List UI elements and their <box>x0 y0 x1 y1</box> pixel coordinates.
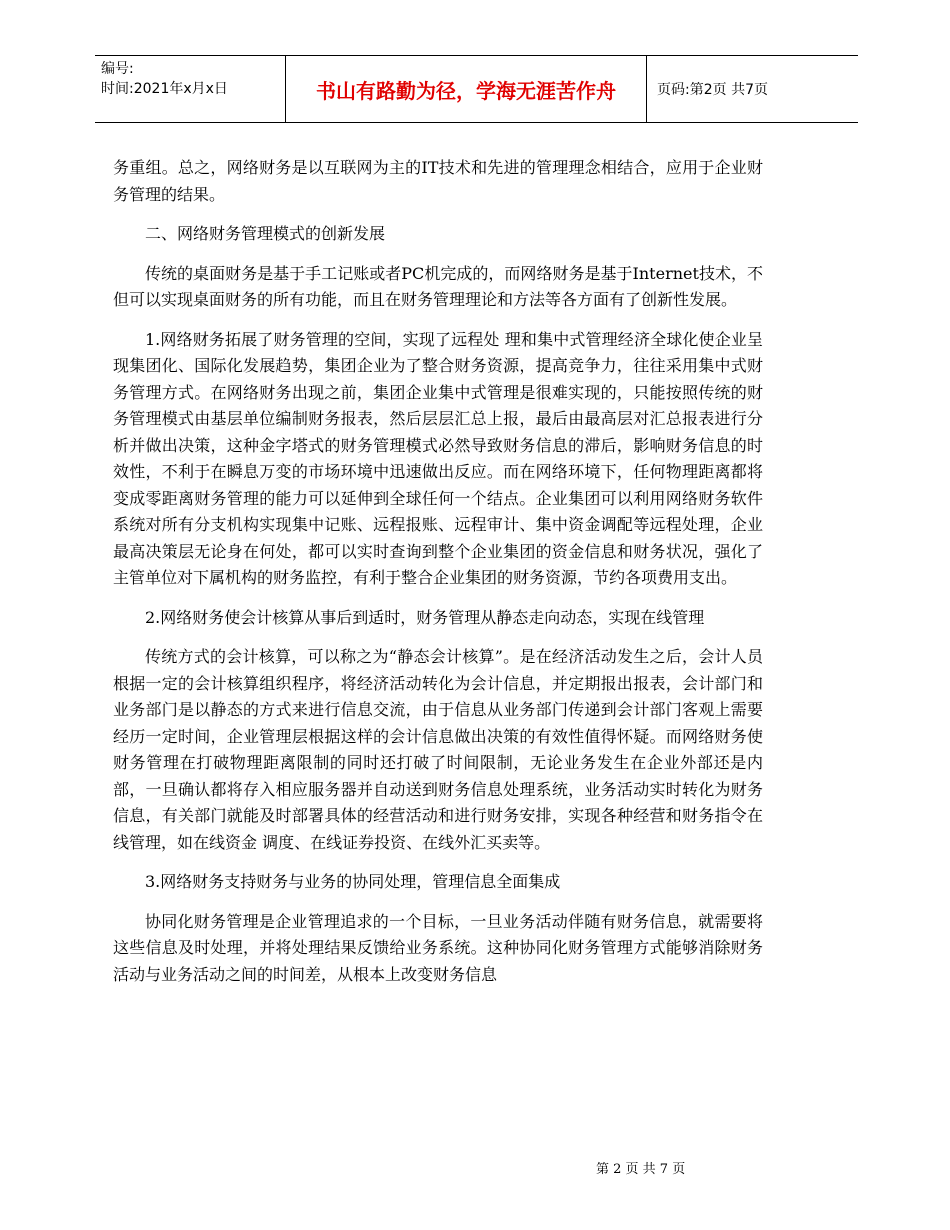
document-time: 时间:2021年x月x日 <box>101 81 228 97</box>
header-meta <box>101 59 228 99</box>
paragraph: 传统的桌面财务是基于手工记账或者PC机完成的，而网络财务是基于Internet技术，不但可以实现桌面财务的所有功能，而且在财务管理理论和方法等各方面有了创新性发展。 <box>113 263 763 309</box>
footer-page-number: 第 2 页 共 7 页 <box>596 1162 686 1177</box>
paragraph: 务重组。总之，网络财务是以互联网为主的IT技术和先进的管理理念相结合，应用于企业财务管理的结果。 <box>113 158 763 204</box>
subheading: 3.网络财务支持财务与业务的协同处理，管理信息全面集成 <box>145 872 561 891</box>
paragraph: 传统方式的会计核算，可以称之为“静态会计核算”。是在经济活动发生之后，会计人员根据一定的会计核算组织程序，将经济活动转化为会计信息，并定期报出报表，会计部门和业务部门是以静态的方式来进行信息交流，由于信息从业务部门传递到会计部门客观上需要经历一定时间，企业管理层根据这样的会计信息做出决策的有效性值得怀疑。而网络财务使财务管理在打破物理距离限制的同时还打破了时间限制，无论业务发生在企业外部还是内部，一旦确认都将存入相应服务器并自动送到财务信息处理系统，业务活动实时转化为财务信息，有关部门就能及时部署具体的经营活动和进行财务安排，实现各种经营和财务指令在线管理，如在线资金 调度、在线证券投资、在线外汇买卖等。 <box>113 647 763 852</box>
paragraph: 协同化财务管理是企业管理追求的一个目标，一旦业务活动伴随有财务信息，就需要将这些信息及时处理，并将处理结果反馈给业务系统。这种协同化财务管理方式能够消除财务活动与业务活动之间的时间差，从根本上改变财务信息 <box>113 911 763 984</box>
paragraph: 1.网络财务拓展了财务管理的空间，实现了远程处 理和集中式管理经济全球化使企业呈现集团化、国际化发展趋势，集团企业为了整合财务资源，提高竞争力，往往采用集中式财务管理方式。在网络财务出现之前，集团企业集中式管理是很难实现的，只能按照传统的财务管理模式由基层单位编制财务报表，然后层层汇总上报，最后由最高层对汇总报表进行分析并做出决策，这种金字塔式的财务管理模式必然导致财务信息的滞后，影响财务信息的时效性，不利于在瞬息万变的市场环境中迅速做出反应。而在网络环境下，任何物理距离都将变成零距离财务管理的能力可以延伸到全球任何一个结点。企业集团可以利用网络财务软件系统对所有分支机构实现集中记账、远程报账、远程审计、集中资金调配等远程处理，企业最高决策层无论身在何处，都可以实时查询到整个企业集团的资金信息和财务状况，强化了主管单位对下属机构的财务监控，有利于整合企业集团的财务资源，节约各项费用支出。 <box>113 329 763 587</box>
page-header <box>95 55 858 123</box>
header-page-info: 页码:第2页 共7页 <box>657 82 768 98</box>
subheading: 2.网络财务使会计核算从事后到适时，财务管理从静态走向动态，实现在线管理 <box>145 607 705 627</box>
document-number-label: 编号: <box>101 61 134 77</box>
section-heading: 二、网络财务管理模式的创新发展 <box>145 224 386 243</box>
header-motto: 书山有路勤为径，学海无涯苦作舟 <box>285 56 647 122</box>
document-body <box>113 155 763 1001</box>
